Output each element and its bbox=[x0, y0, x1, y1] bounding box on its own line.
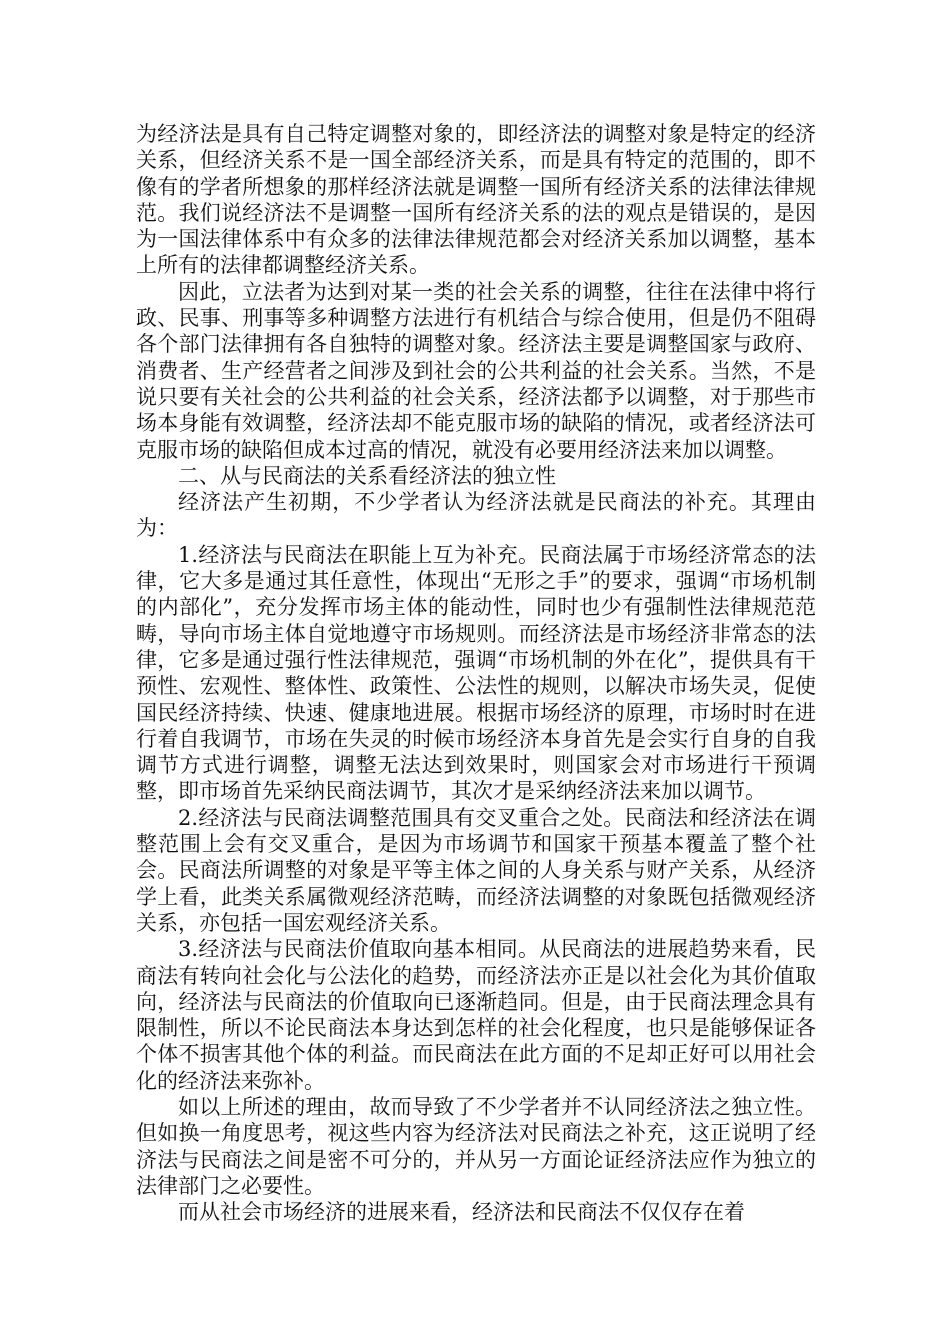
paragraph-early-view: 经济法产生初期，不少学者认为经济法就是民商法的补充。其理由为： bbox=[136, 490, 816, 541]
paragraph-final-fragment: 而从社会市场经济的进展来看，经济法和民商法不仅仅存在着 bbox=[178, 1200, 745, 1225]
document-body bbox=[136, 121, 816, 1225]
paragraph-continuation: 为经济法是具有自己特定调整对象的，即经济法的调整对象是特定的经济关系，但经济关系不是一国全部经济关系，而是具有特定的范围的，即不像有的学者所想象的那样经济法就是调整一国所有经济关系的法律法律规范。我们说经济法不是调整一国所有经济关系的法的观点是错误的，是因为一国法律体系中有众多的法律法律规范都会对经济关系加以调整，基本上所有的法律都调整经济关系。 bbox=[136, 122, 816, 278]
paragraph-conclusion: 如以上所述的理由，故而导致了不少学者并不认同经济法之独立性。但如换一角度思考，视这些内容为经济法对民商法之补充，这正说明了经济法与民商法之间是密不可分的，并从另一方面论证经济法应作为独立的法律部门之必要性。 bbox=[136, 1094, 816, 1198]
paragraph-reason-3: 3.经济法与民商法价值取向基本相同。从民商法的进展趋势来看，民商法有转向社会化与公法化的趋势，而经济法亦正是以社会化为其价值取向，经济法与民商法的价值取向已逐渐趋同。但是，由于民商法理念具有限制性，所以不论民商法本身达到怎样的社会化程度，也只是能够保证各个体不损害其他个体的利益。而民商法在此方面的不足却正好可以用社会化的经济法来弥补。 bbox=[136, 937, 816, 1093]
section-heading: 二、从与民商法的关系看经济法的独立性 bbox=[178, 463, 556, 488]
paragraph-reason-1: 1.经济法与民商法在职能上互为补充。民商法属于市场经济常态的法律，它大多是通过其任意性，体现出“无形之手”的要求，强调“市场机制的内部化”，充分发挥市场主体的能动性，同时也少有强制性法律规范范畴，导向市场主体自觉地遵守市场规则。而经济法是市场经济非常态的法律，它多是通过强行性法律规范，强调“市场机制的外在化”，提供具有干预性、宏观性、整体性、政策性、公法性的规则，以解决市场失灵，促使国民经济持续、快速、健康地进展。根据市场经济的原理，市场时时在进行着自我调节，市场在失灵的时候市场经济本身首先是会实行自身的自我调节方式进行调整，调整无法达到效果时，则国家会对市场进行干预调整，即市场首先采纳民商法调节，其次才是采纳经济法来加以调节。 bbox=[136, 542, 816, 804]
paragraph-reason-2: 2.经济法与民商法调整范围具有交叉重合之处。民商法和经济法在调整范围上会有交叉重合，是因为市场调节和国家干预基本覆盖了整个社会。民商法所调整的对象是平等主体之间的人身关系与财产关系，从经济学上看，此类关系属微观经济范畴，而经济法调整的对象既包括微观经济关系，亦包括一国宏观经济关系。 bbox=[136, 805, 816, 935]
paragraph-legislative-adjustment: 因此，立法者为达到对某一类的社会关系的调整，往往在法律中将行政、民事、刑事等多种调整方法进行有机结合与综合使用，但是仍不阻碍各个部门法律拥有各自独特的调整对象。经济法主要是调整国家与政府、消费者、生产经营者之间涉及到社会的公共利益的社会关系。当然，不是说只要有关社会的公共利益的社会关系，经济法都予以调整，对于那些市场本身能有效调整，经济法却不能克服市场的缺陷的情况，或者经济法可克服市场的缺陷但成本过高的情况，就没有必要用经济法来加以调整。 bbox=[136, 279, 816, 462]
